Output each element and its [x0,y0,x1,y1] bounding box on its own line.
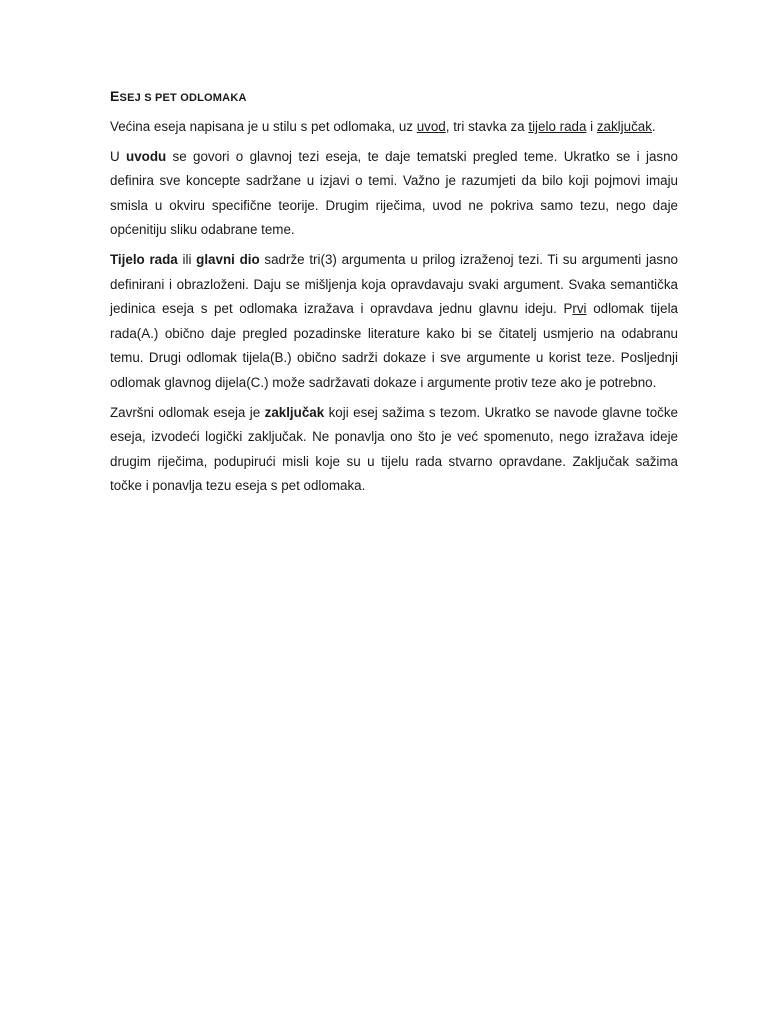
link-uvod[interactable]: uvod [416,119,446,134]
title-rest: SEJ S PET ODLOMAKA [119,92,247,104]
text-run: U [110,148,127,164]
paragraph-overview [110,115,678,140]
bold-term-glavni-dio: glavni dio [196,251,260,267]
paragraph-conclusion [110,401,678,499]
underlined-text: rvi [572,301,587,317]
text-run: odlomak tijela rada(A.) obično daje pregled pozadinske literature kako bi se čitatelj usmjerio na odabranu temu. Drugi odlomak tijela(B.) obično sadrži dokaze i sve argumente u korist teze. Posljednji odlomak glavnog dijela(C.) može sadržavati dokaze i argumente protiv teze ako je potrebno. [110,301,678,390]
text-run: i [586,119,597,134]
link-zakljucak[interactable]: zaključak [596,119,652,134]
paragraph-body [110,248,678,396]
text-run: . [651,119,656,134]
text-run: Završni odlomak eseja je [110,404,265,420]
paragraph-introduction [110,145,678,243]
text-run: Većina eseja napisana je u stilu s pet odlomaka, uz [110,119,417,134]
bold-term-zakljucak: zaključak [264,404,325,420]
title-initial: E [110,88,120,104]
text-run: sadrže tri(3) argumenta u prilog izraženoj tezi. Ti su argumenti jasno definirani i obrazloženi. Daju se mišljenja koja opravdavaju svaki argument. Svaka semantička jedinica eseja s pet odlomaka izražava i opravdava jednu glavnu ideju. P [110,251,678,317]
text-run: koji esej sažima s tezom. Ukratko se navode glavne točke eseja, izvodeći logički zaključak. Ne ponavlja ono što je već spomenuto, nego izražava ideje drugim riječima, podupirući misli koje su u tijelu rada stvarno opravdane. Zaključak sažima točke i ponavlja tezu eseja s pet odlomaka. [110,404,678,494]
text-run: , tri stavka za [445,119,529,134]
bold-term-uvodu: uvodu [126,148,167,164]
document-page [110,84,678,504]
document-title [110,84,678,110]
bold-term-tijelo-rada: Tijelo rada [110,251,178,267]
text-run: ili [177,251,197,267]
text-run: se govori o glavnoj tezi eseja, te daje tematski pregled teme. Ukratko se i jasno definira sve koncepte sadržane u izjavi o temi. Važno je razumjeti da bilo koji pojmovi imaju smisla u okviru specifične teorije. Drugim riječima, uvod ne pokriva samo tezu, nego daje općenitiju sliku odabrane teme. [110,148,678,238]
link-tijelo-rada[interactable]: tijelo rada [528,119,587,134]
